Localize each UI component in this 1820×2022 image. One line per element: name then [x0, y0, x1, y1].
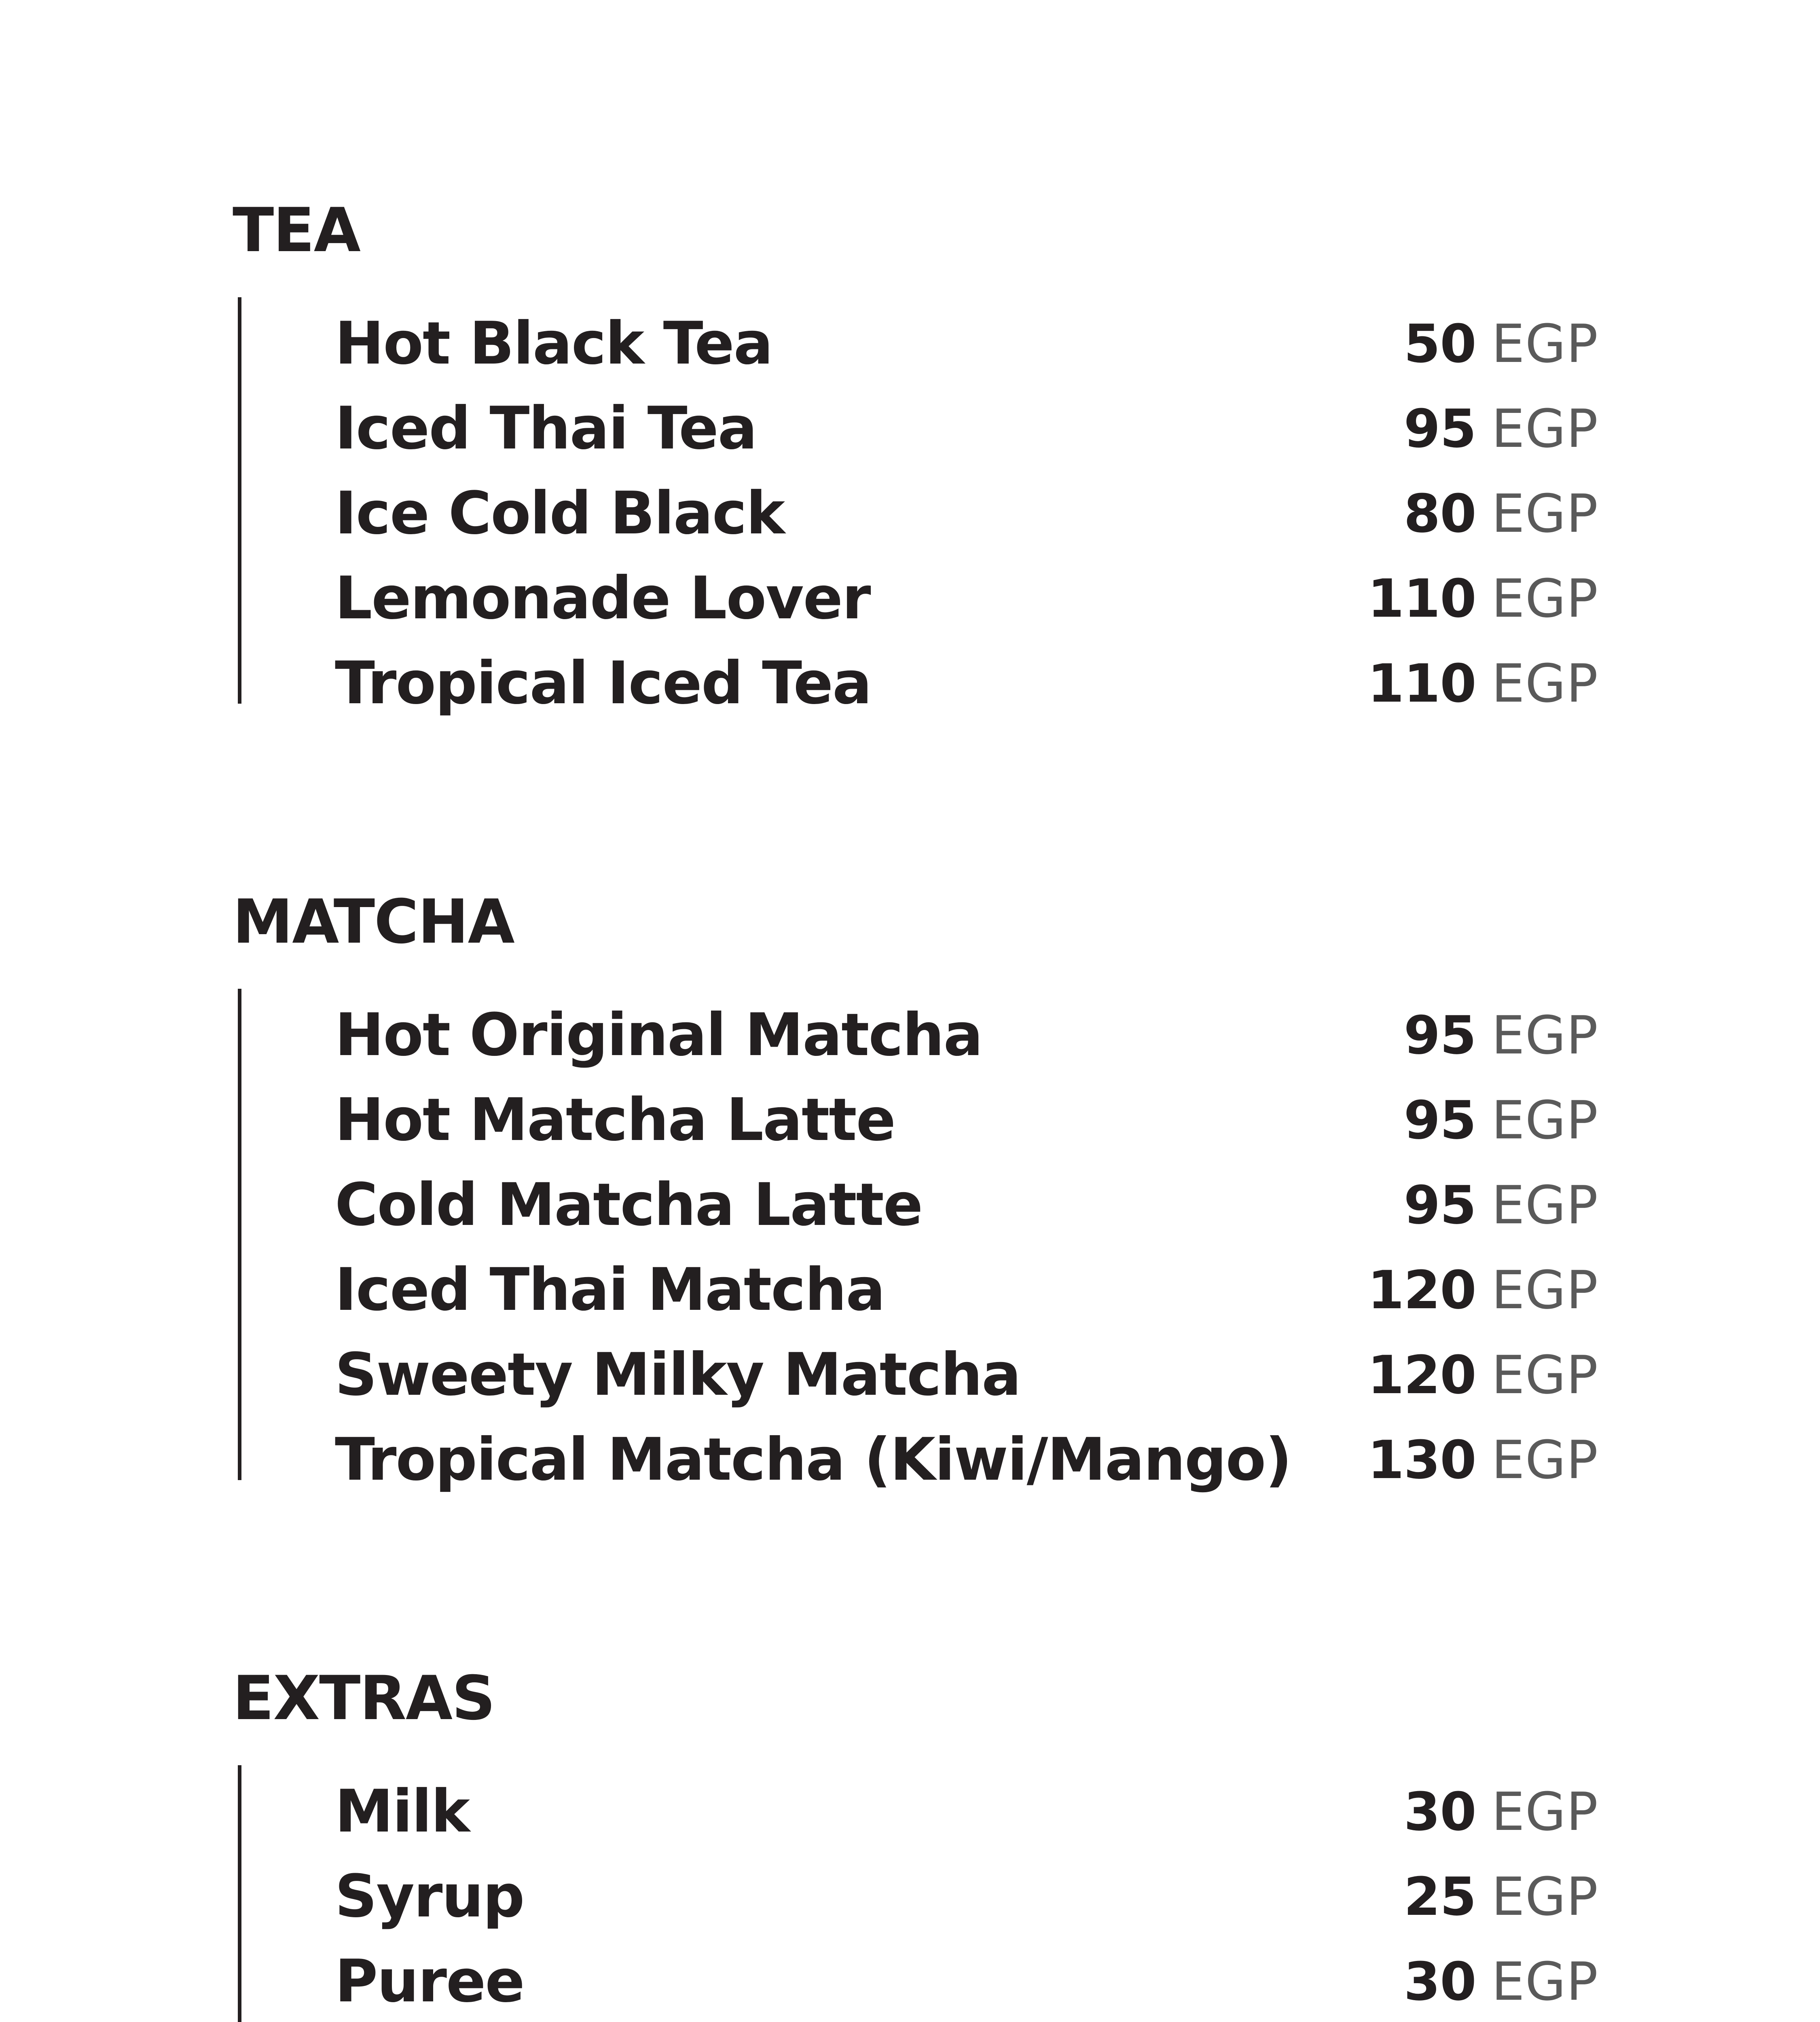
menu-item [0, 1769, 1820, 1854]
price-value: 95 [1403, 1005, 1476, 1066]
item-price [1367, 556, 1598, 641]
price-currency: EGP [1491, 1005, 1598, 1066]
price-value: 80 [1403, 483, 1476, 544]
price-value: 95 [1403, 1089, 1476, 1151]
price-currency: EGP [1491, 1781, 1598, 1842]
price-value: 30 [1403, 1781, 1476, 1842]
item-price [1404, 1163, 1598, 1248]
menu-item [0, 556, 1820, 641]
price-currency: EGP [1491, 483, 1598, 544]
menu-item [0, 301, 1820, 386]
item-name: Tropical Matcha (Kiwi/Mango) [335, 1426, 1291, 1494]
item-name: Iced Thai Tea [335, 394, 757, 463]
item-name: Lemonade Lover [335, 564, 870, 632]
item-price [1367, 1248, 1598, 1332]
menu-item [0, 1854, 1820, 1939]
price-currency: EGP [1491, 1429, 1598, 1491]
price-currency: EGP [1491, 313, 1598, 374]
price-value: 25 [1403, 1866, 1476, 1927]
menu-item [0, 641, 1820, 726]
menu-item [0, 386, 1820, 471]
item-list [0, 993, 1820, 1502]
price-value: 95 [1403, 398, 1476, 459]
item-name: Hot Matcha Latte [335, 1086, 895, 1154]
item-price [1404, 1939, 1598, 2022]
item-price [1404, 386, 1598, 471]
price-value: 95 [1403, 1174, 1476, 1236]
price-currency: EGP [1491, 653, 1598, 714]
price-value: 50 [1403, 313, 1476, 374]
item-name: Ice Cold Black [335, 479, 785, 548]
price-currency: EGP [1491, 1344, 1598, 1406]
item-price [1367, 1417, 1598, 1502]
item-price [1404, 993, 1598, 1078]
menu-item [0, 1163, 1820, 1248]
item-list [0, 301, 1820, 726]
price-value: 120 [1367, 1259, 1476, 1321]
menu-item [0, 1332, 1820, 1417]
item-price [1404, 1078, 1598, 1163]
item-name: Puree [335, 1947, 524, 2016]
menu-item [0, 1248, 1820, 1332]
price-value: 130 [1367, 1429, 1476, 1491]
price-value: 120 [1367, 1344, 1476, 1406]
item-name: Sweety Milky Matcha [335, 1341, 1020, 1409]
item-name: Syrup [335, 1862, 524, 1931]
section-title: EXTRAS [233, 1663, 495, 1734]
price-currency: EGP [1491, 1951, 1598, 2012]
item-name: Hot Original Matcha [335, 1001, 982, 1069]
section-title: MATCHA [233, 887, 514, 957]
section-title: TEA [233, 195, 360, 266]
price-value: 110 [1367, 568, 1476, 629]
item-price [1367, 1332, 1598, 1417]
menu-item [0, 1078, 1820, 1163]
item-price [1367, 641, 1598, 726]
item-price [1404, 1769, 1598, 1854]
price-currency: EGP [1491, 568, 1598, 629]
item-name: Iced Thai Matcha [335, 1256, 885, 1324]
price-currency: EGP [1491, 1259, 1598, 1321]
price-currency: EGP [1491, 398, 1598, 459]
price-currency: EGP [1491, 1866, 1598, 1927]
item-name: Cold Matcha Latte [335, 1171, 923, 1239]
price-value: 110 [1367, 653, 1476, 714]
menu-item [0, 1939, 1820, 2022]
item-price [1404, 1854, 1598, 1939]
item-name: Milk [335, 1777, 470, 1846]
price-currency: EGP [1491, 1089, 1598, 1151]
price-currency: EGP [1491, 1174, 1598, 1236]
price-value: 30 [1403, 1951, 1476, 2012]
item-name: Tropical Iced Tea [335, 649, 871, 717]
menu-item [0, 471, 1820, 556]
menu-item [0, 1417, 1820, 1502]
item-price [1404, 471, 1598, 556]
menu-item [0, 993, 1820, 1078]
item-name: Hot Black Tea [335, 309, 772, 378]
item-list [0, 1769, 1820, 2022]
item-price [1404, 301, 1598, 386]
